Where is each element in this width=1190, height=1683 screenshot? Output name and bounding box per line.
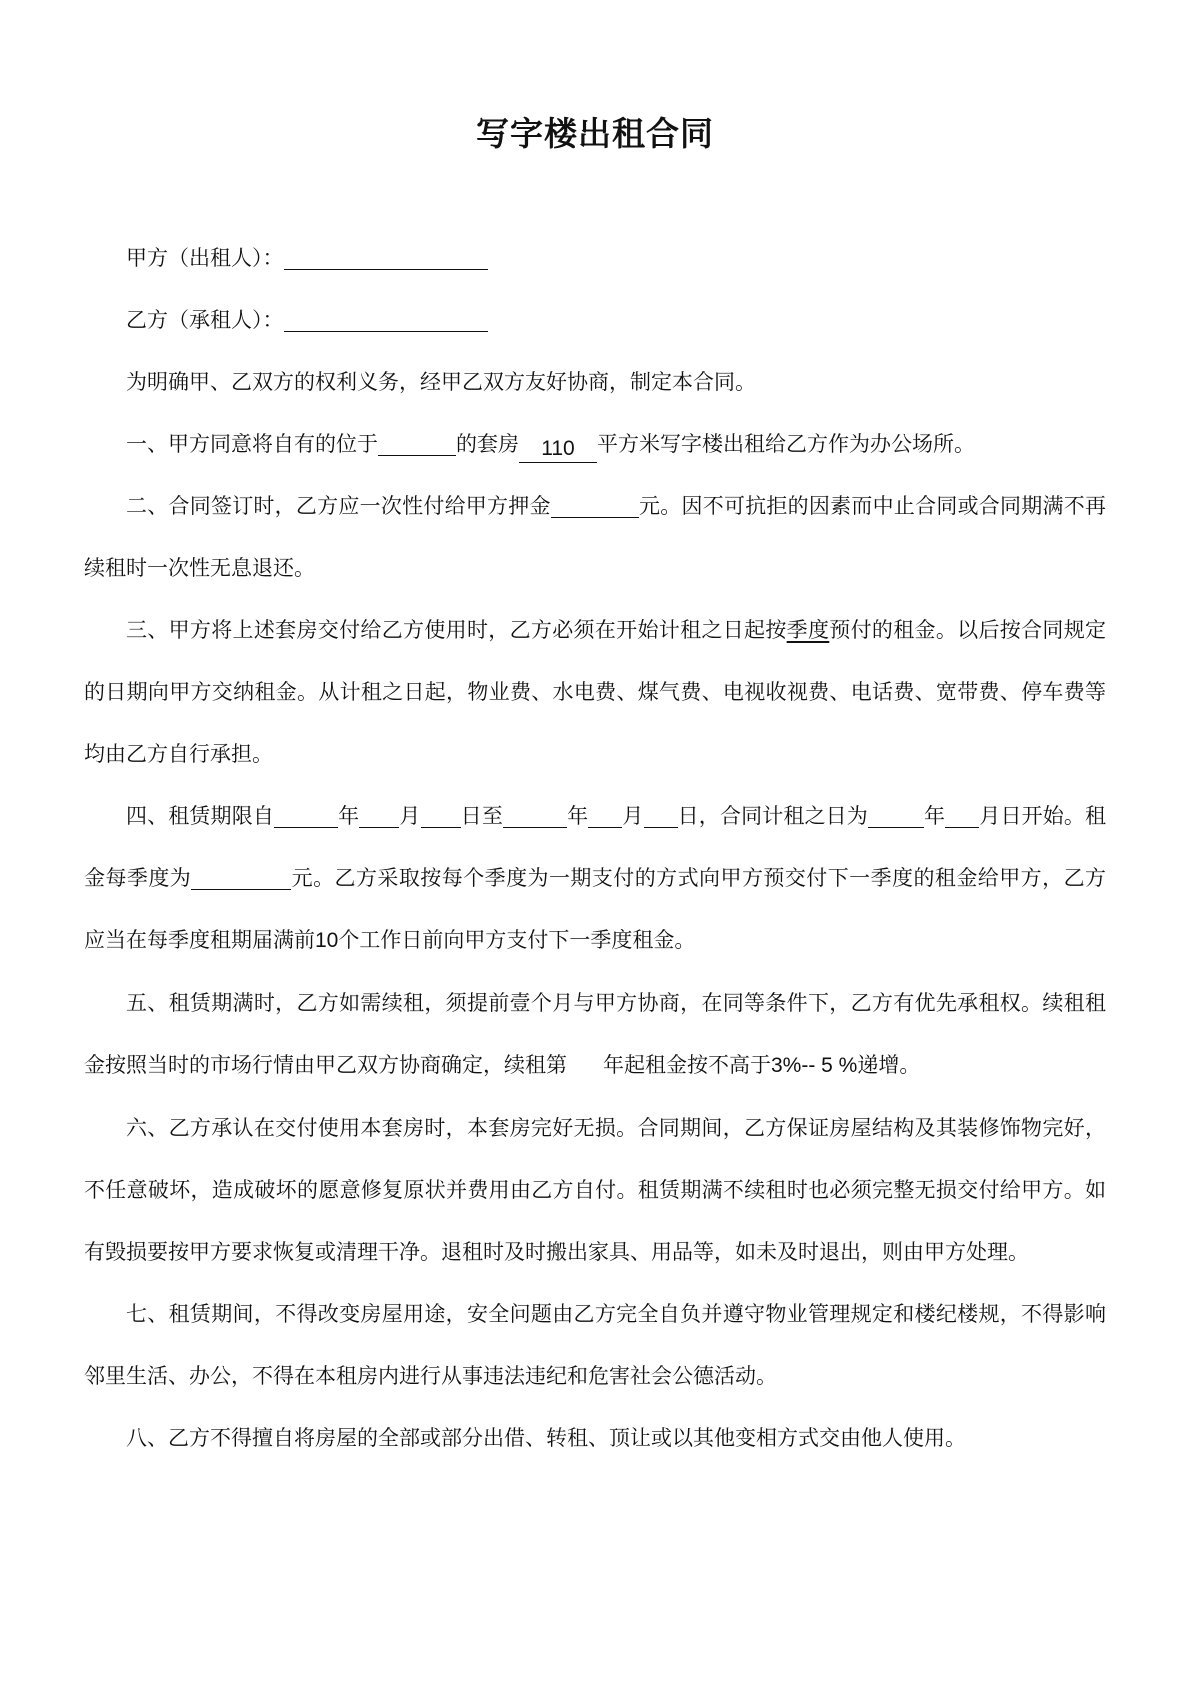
clause-4-text-a: 四、租赁期限自: [126, 804, 274, 828]
clause-4-text-d: 元。乙方采取按每个季度为一期支付的方式向甲方预交付下一季度的租金给甲方，乙方应当在每季度租期届满前: [84, 866, 1107, 952]
clause-1-text-a: 一、甲方同意将自有的位于: [126, 432, 378, 456]
location-blank[interactable]: [378, 431, 456, 456]
clause-2: [84, 475, 1106, 599]
clause-4-text-c: 日开始。租金每季度为: [84, 804, 1107, 890]
end-month-blank[interactable]: [588, 803, 622, 828]
clause-5-text-b: 年起租金按不高于: [603, 1053, 771, 1077]
clause-1: [84, 413, 1106, 475]
day-to-label: 日至: [460, 804, 503, 828]
party-b-line: [84, 289, 1106, 351]
document-title: 写字楼出租合同: [476, 114, 714, 153]
year-label: 年: [923, 804, 946, 828]
clause-1-text-c: 平方米写字楼出租给乙方作为办公场所。: [597, 432, 975, 456]
deposit-blank[interactable]: [551, 493, 639, 518]
month-label: 月: [979, 804, 1001, 828]
end-year-blank[interactable]: [503, 803, 567, 828]
clause-4: [84, 785, 1106, 972]
year-label: 年: [337, 804, 360, 828]
month-label: 月: [622, 804, 644, 828]
contract-body: [84, 227, 1106, 1469]
working-days: 10: [315, 929, 339, 952]
rent-start-month-blank[interactable]: [945, 803, 979, 828]
month-label: 月: [399, 804, 421, 828]
increase-rate: 3%-- 5 %: [771, 1054, 858, 1077]
clause-3: [84, 599, 1106, 785]
area-value[interactable]: 110: [519, 436, 597, 463]
clause-2-text-a: 二、合同签订时，乙方应一次性付给甲方押金: [126, 494, 551, 518]
payment-period: 季度: [786, 618, 830, 642]
clause-8: 八、乙方不得擅自将房屋的全部或部分出借、转租、顶让或以其他变相方式交由他人使用。: [126, 1426, 966, 1450]
clause-5-text-c: 递增。: [857, 1053, 921, 1077]
clause-5: [84, 972, 1106, 1097]
clause-3-text-a: 三、甲方将上述套房交付给乙方使用时，乙方必须在开始计租之日起按: [126, 618, 787, 642]
intro-paragraph: 为明确甲、乙双方的权利义务，经甲乙双方友好协商，制定本合同。: [126, 370, 756, 394]
clause-6: 六、乙方承认在交付使用本套房时，本套房完好无损。合同期间，乙方保证房屋结构及其装修饰物完好，不任意破坏，造成破坏的愿意修复原状并费用由乙方自付。租赁期满不续租时也必须完整无损交付给甲方。如有毁损要按甲方要求恢复或清理干净。退租时及时搬出家具、用品等，如未及时退出，则由甲方处理。: [84, 1116, 1106, 1264]
clause-4-text-b: 日，合同计租之日为: [677, 804, 868, 828]
clause-5-text-a: 五、租赁期满时，乙方如需续租，须提前壹个月与甲方协商，在同等条件下，乙方有优先承租权。续租租金按照当时的市场行情由甲乙双方协商确定，续租第: [84, 991, 1106, 1077]
rent-start-year-blank[interactable]: [868, 803, 924, 828]
party-b-blank[interactable]: [284, 307, 488, 332]
start-year-blank[interactable]: [274, 803, 338, 828]
year-label: 年: [566, 804, 589, 828]
clause-7: 七、租赁期间，不得改变房屋用途，安全问题由乙方完全自负并遵守物业管理规定和楼纪楼规，不得影响邻里生活、办公，不得在本租房内进行从事违法违纪和危害社会公德活动。: [84, 1302, 1106, 1388]
clause-1-text-b: 的套房: [456, 432, 519, 456]
clause-4-text-e: 个工作日前向甲方支付下一季度租金。: [338, 928, 696, 952]
start-day-blank[interactable]: [421, 803, 461, 828]
party-b-label: 乙方（承租人）：: [126, 308, 284, 332]
clause-2-text-b: 元。因不可抗拒的因素而中止合同或合同期满不再续租时一次性无息退还。: [84, 494, 1107, 580]
party-a-blank[interactable]: [284, 245, 488, 270]
quarterly-rent-blank[interactable]: [191, 865, 291, 890]
clause-3-text-b: 预付的租金。以后按合同规定的日期向甲方交纳租金。从计租之日起，物业费、水电费、煤气费、电视收视费、电话费、宽带费、停车费等均由乙方自行承担。: [84, 618, 1107, 766]
start-month-blank[interactable]: [359, 803, 399, 828]
end-day-blank[interactable]: [644, 803, 678, 828]
party-a-label: 甲方（出租人）：: [126, 246, 284, 270]
party-a-line: [84, 227, 1106, 289]
